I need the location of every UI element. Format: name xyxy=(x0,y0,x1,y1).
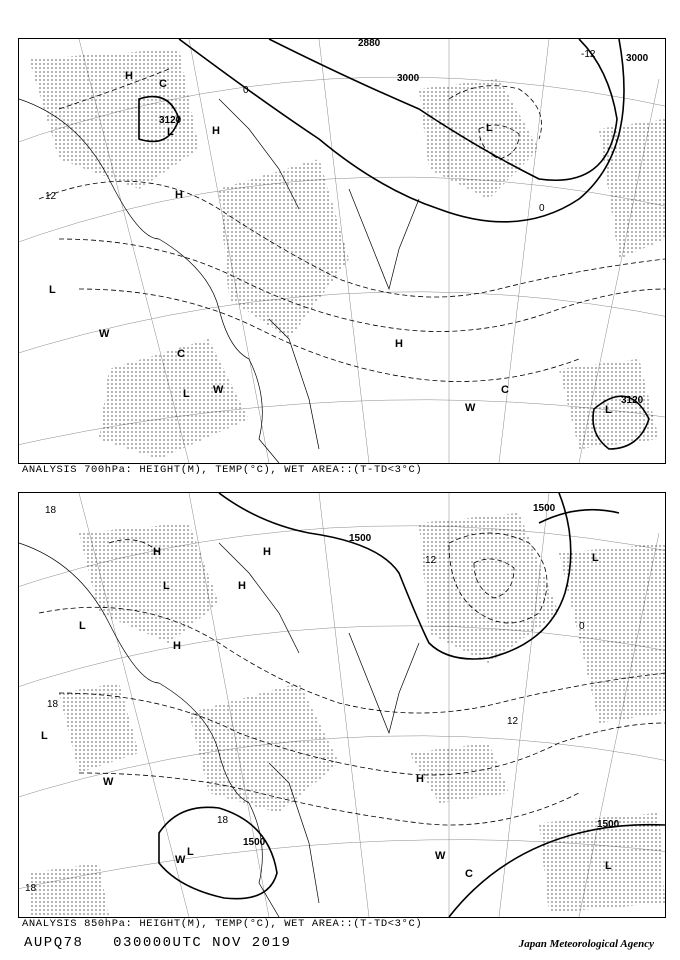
temperature-label: 0 xyxy=(579,621,585,632)
temperature-label: 12 xyxy=(425,555,437,566)
high-symbol: H xyxy=(238,580,246,592)
map-700hpa-caption: ANALYSIS 700hPa: HEIGHT(M), TEMP(°C), WET AREA::(T-TD<3°C) xyxy=(22,464,423,476)
height-label: 1500 xyxy=(243,837,266,848)
low-symbol: L xyxy=(79,620,86,632)
chart-datetime: 030000UTC NOV 2019 xyxy=(113,935,292,951)
low-symbol: L xyxy=(605,404,612,416)
low-symbol: L xyxy=(163,580,170,592)
height-label: 1500 xyxy=(597,819,620,830)
temperature-label: 12 xyxy=(507,716,519,727)
chart-identifier xyxy=(24,935,291,951)
temperature-label: 0 xyxy=(243,85,249,96)
height-label: 2880 xyxy=(358,39,381,49)
cold-symbol: C xyxy=(177,348,185,360)
agency-name: Japan Meteorological Agency xyxy=(518,938,654,950)
wet-areas xyxy=(29,49,665,459)
height-label: 3000 xyxy=(626,53,649,64)
warm-symbol: W xyxy=(103,776,114,788)
high-symbol: H xyxy=(212,125,220,137)
high-symbol: H xyxy=(395,338,403,350)
cold-symbol: C xyxy=(501,384,509,396)
map-850hpa xyxy=(18,492,666,918)
high-symbol: H xyxy=(173,640,181,652)
map-850hpa-canvas xyxy=(19,493,665,917)
warm-symbol: W xyxy=(213,384,224,396)
temperature-label: -12 xyxy=(581,49,596,60)
height-label: 3000 xyxy=(397,73,420,84)
temperature-label: 18 xyxy=(25,883,37,894)
height-label: 1500 xyxy=(349,533,372,544)
warm-symbol: W xyxy=(465,402,476,414)
temperature-label: 18 xyxy=(47,699,59,710)
low-symbol: L xyxy=(187,846,194,858)
low-symbol: L xyxy=(41,730,48,742)
low-symbol: L xyxy=(605,860,612,872)
low-symbol: L xyxy=(183,388,190,400)
high-symbol: H xyxy=(153,546,161,558)
warm-symbol: W xyxy=(99,328,110,340)
warm-symbol: W xyxy=(175,854,186,866)
low-symbol: L xyxy=(49,284,56,296)
map-700hpa-canvas xyxy=(19,39,665,463)
high-symbol: H xyxy=(263,546,271,558)
temperature-label: 18 xyxy=(217,815,229,826)
low-symbol: L xyxy=(167,126,174,138)
height-label: 3120 xyxy=(621,395,644,406)
cold-symbol: C xyxy=(159,78,167,90)
cold-symbol: C xyxy=(465,868,473,880)
temperature-label: 12 xyxy=(45,191,57,202)
map-850hpa-caption: ANALYSIS 850hPa: HEIGHT(M), TEMP(°C), WET AREA::(T-TD<3°C) xyxy=(22,918,423,930)
high-symbol: H xyxy=(416,773,424,785)
height-label: 1500 xyxy=(533,503,556,514)
map-700hpa xyxy=(18,38,666,464)
height-label: 3120 xyxy=(159,115,182,126)
temperature-label: 0 xyxy=(539,203,545,214)
chart-code: AUPQ78 xyxy=(24,935,84,951)
high-symbol: H xyxy=(175,189,183,201)
low-symbol: L xyxy=(486,122,493,134)
high-symbol: H xyxy=(125,70,133,82)
temperature-label: 18 xyxy=(45,505,57,516)
warm-symbol: W xyxy=(435,850,446,862)
low-symbol: L xyxy=(592,552,599,564)
